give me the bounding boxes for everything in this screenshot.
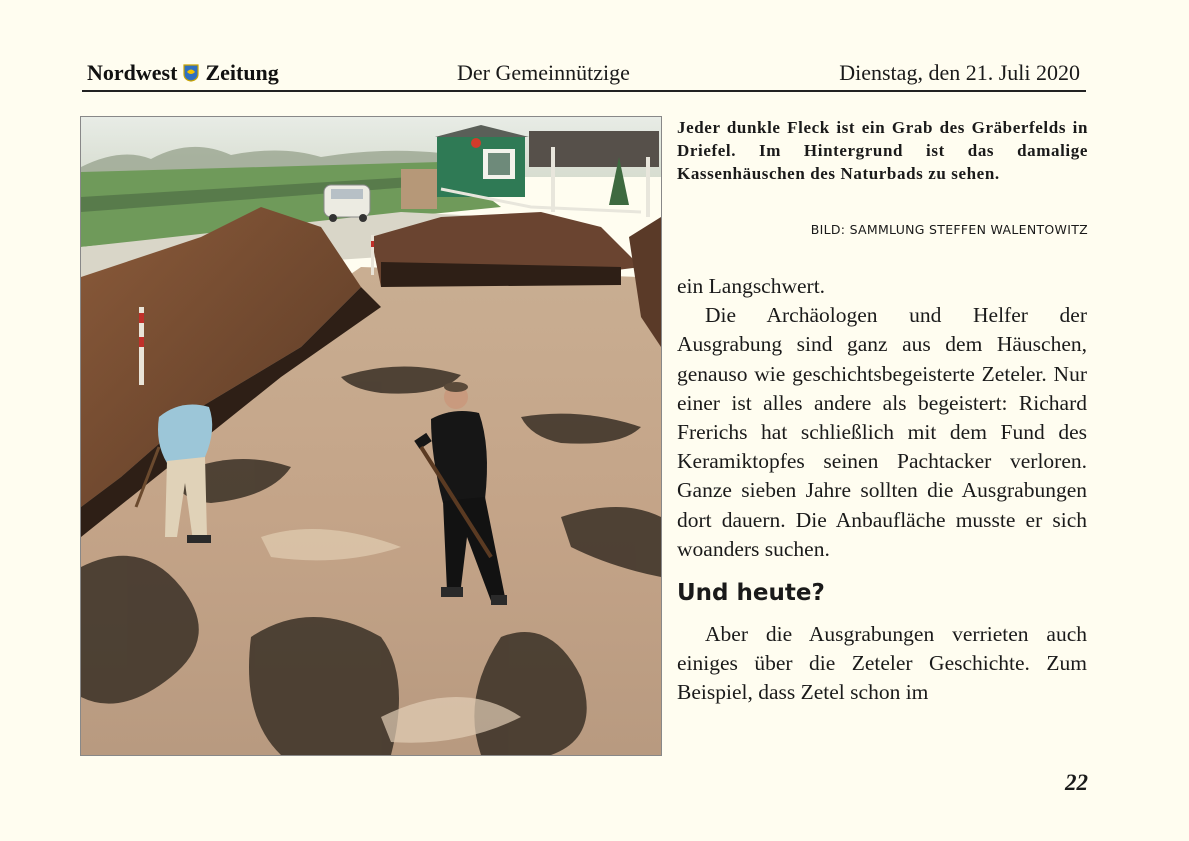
article-body <box>677 272 1087 708</box>
page-header <box>82 56 1086 92</box>
masthead-right: Zeitung <box>205 60 279 85</box>
excavation-photo <box>80 116 662 756</box>
coat-of-arms-icon <box>183 64 199 82</box>
article-paragraph: ein Langschwert. <box>677 274 826 298</box>
article-paragraph: Aber die Ausgrabungen verrieten auch einiges über die Zeteler Geschichte. Zum Beispiel, dass Zetel schon im <box>677 622 1087 705</box>
section-title: Der Gemeinnützige <box>457 60 630 85</box>
masthead <box>87 60 279 86</box>
issue-date: Dienstag, den 21. Juli 2020 <box>839 60 1080 85</box>
photo-credit: BILD: SAMMLUNG STEFFEN WALENTOWITZ <box>810 222 1088 237</box>
excavation-photo-drawing <box>81 117 661 755</box>
subheading: Und heute? <box>677 580 825 607</box>
car <box>324 185 370 222</box>
photo-caption: Jeder dunkle Fleck ist ein Grab des Gräberfelds in Driefel. Im Hintergrund ist das damalige Kassenhäuschen des Naturbads zu sehen. <box>677 118 1088 183</box>
article-paragraph: Die Archäologen und Helfer der Ausgrabung sind ganz aus dem Häuschen, genauso wie geschichtsbegeisterte Zeteler. Nur einer ist alles andere als begeistert: Richard Frerichs hat schließlich mit dem Fund des Keramiktopfes seinen Pachtacker verloren. Ganze sieben Jahre sollten die Ausgrabungen dort dauern. Die Anbaufläche musste er sich woanders suchen. <box>677 303 1087 561</box>
page-number: 22 <box>1065 770 1088 795</box>
masthead-left: Nordwest <box>87 60 178 85</box>
